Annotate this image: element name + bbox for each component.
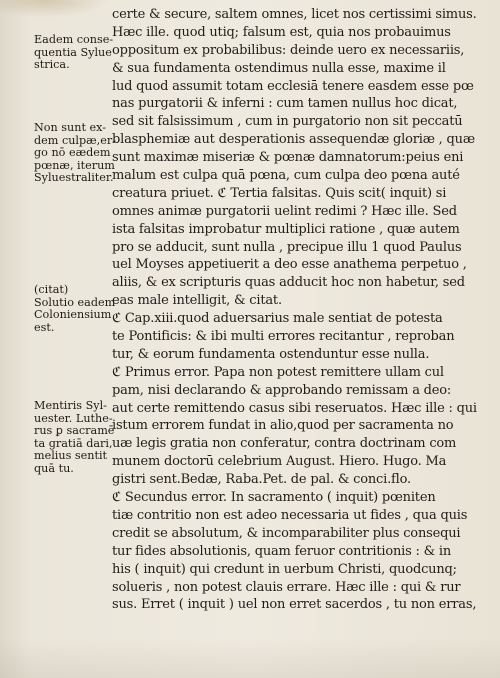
- text-line: uæ legis gratia non conferatur, contra doctrinam com: [112, 436, 457, 452]
- text-line: ista falsitas improbatur multiplici ratione , quæ autem: [112, 221, 460, 237]
- text-line: ℭ Secundus error. In sacramento ( inquit) pœniten: [112, 490, 436, 506]
- margin-note-line: Eadem conse-: [34, 33, 114, 46]
- text-line: ℭ Cap.xiii.quod aduersarius male sentiat de potesta: [112, 311, 443, 327]
- margin-note-3: [34, 284, 114, 334]
- margin-note-line: quā tu.: [34, 461, 74, 475]
- margin-note-line: (citat): [34, 283, 69, 296]
- margin-note-line: quentia Sylue: [34, 45, 112, 59]
- margin-note-line: Syluestraliter.: [34, 171, 114, 185]
- text-line: omnes animæ purgatorii uelint redimi ? Hæc ille. Sed: [112, 203, 457, 219]
- text-line: tiæ contritio non est adeo necessaria ut fides , qua quis: [112, 507, 468, 523]
- margin-note-line: rus ꝑ sacramē: [34, 424, 115, 438]
- text-line: lud quod assumit totam ecclesiā tenere easdem esse pœ: [112, 78, 474, 94]
- text-line: & sua fundamenta ostendimus nulla esse, maxime il: [112, 60, 446, 76]
- text-line: pro se adducit, sunt nulla , precipue illu 1 quod Paulus: [112, 239, 462, 255]
- text-line: tur fides absolutionis, quam feruor contritionis : & in: [112, 543, 452, 559]
- margin-note-line: strica.: [34, 58, 70, 72]
- page-shadow: [0, 638, 500, 678]
- margin-note-2: [34, 122, 114, 185]
- text-line: istum errorem fundat in alio,quod per sacramenta no: [112, 418, 454, 434]
- margin-note-line: Solutio eadem: [34, 295, 116, 309]
- margin-note-line: melius sentit: [34, 449, 108, 463]
- text-line: uel Moyses appetiuerit a deo esse anathema perpetuo ,: [112, 257, 467, 273]
- text-line: certe & secure, saltem omnes, licet nos certissimi simus.: [112, 7, 477, 22]
- text-line: aut certe remittendo casus sibi reseruatos. Hæc ille : qui: [112, 400, 477, 416]
- margin-note-line: Mentiris Syl-: [34, 399, 107, 412]
- margin-note-line: go nō eædem: [34, 146, 111, 160]
- margin-note-line: ta gratiā dari,: [34, 436, 113, 450]
- margin-note-line: Non sunt ex-: [34, 121, 107, 134]
- text-line: pam, nisi declarando & approbando remissam a deo:: [112, 382, 452, 398]
- margin-note-line: uester. Luthe-: [34, 411, 113, 425]
- text-line: Hæc ille. quod utiq; falsum est, quia nos probauimus: [112, 24, 451, 40]
- margin-note-line: dem culpæ,er-: [34, 133, 116, 147]
- text-line: his ( inquit) qui credunt in uerbum Christi, quodcunq;: [112, 561, 457, 577]
- text-line: solueris , non potest clauis errare. Hæc ille : qui & rur: [112, 579, 461, 595]
- text-line: nas purgatorii & inferni : cum tamen nullus hoc dicat,: [112, 96, 458, 112]
- text-line: creatura priuet. ℭ Tertia falsitas. Quis scit( inquit) si: [112, 185, 447, 201]
- text-line: blasphemiæ aut desperationis assequendæ gloriæ , quæ: [112, 132, 475, 148]
- text-line: sed sit falsissimum , cum in purgatorio non sit peccatū: [112, 114, 463, 130]
- text-line: eas male intelligit, & citat.: [112, 293, 282, 309]
- text-line: te Pontificis: & ibi multi errores recitantur , reproban: [112, 329, 455, 345]
- text-line: sunt maximæ miseriæ & pœnæ damnatorum:peius eni: [112, 150, 464, 166]
- margin-note-1: [34, 34, 114, 72]
- margin-note-line: est.: [34, 320, 55, 334]
- text-line: aliis, & ex scripturis quas adducit hoc non habetur, sed: [112, 275, 465, 291]
- text-line: sus. Erret ( inquit ) uel non erret sacerdos , tu non erras,: [112, 597, 477, 613]
- text-line: gistri sent.Bedæ, Raba.Pet. de pal. & conci.flo.: [112, 472, 411, 488]
- margin-note-line: pœnæ, iterum: [34, 158, 115, 172]
- margin-note-4: [34, 400, 114, 476]
- text-line: tur, & eorum fundamenta ostenduntur esse nulla.: [112, 346, 430, 362]
- text-line: oppositum ex probabilibus: deinde uero ex necessariis,: [112, 42, 465, 58]
- page-stain: [0, 0, 110, 18]
- text-line: munem doctorū celebrium August. Hiero. Hugo. Ma: [112, 454, 447, 470]
- text-line: ℭ Primus error. Papa non potest remittere ullam cul: [112, 364, 444, 380]
- margin-note-line: Coloniensium: [34, 308, 112, 322]
- main-text-block: [112, 6, 490, 614]
- text-line: credit se absolutum, & incomparabiliter plus consequi: [112, 525, 461, 541]
- text-line: malum est culpa quā pœna, cum culpa deo pœna auté: [112, 168, 460, 184]
